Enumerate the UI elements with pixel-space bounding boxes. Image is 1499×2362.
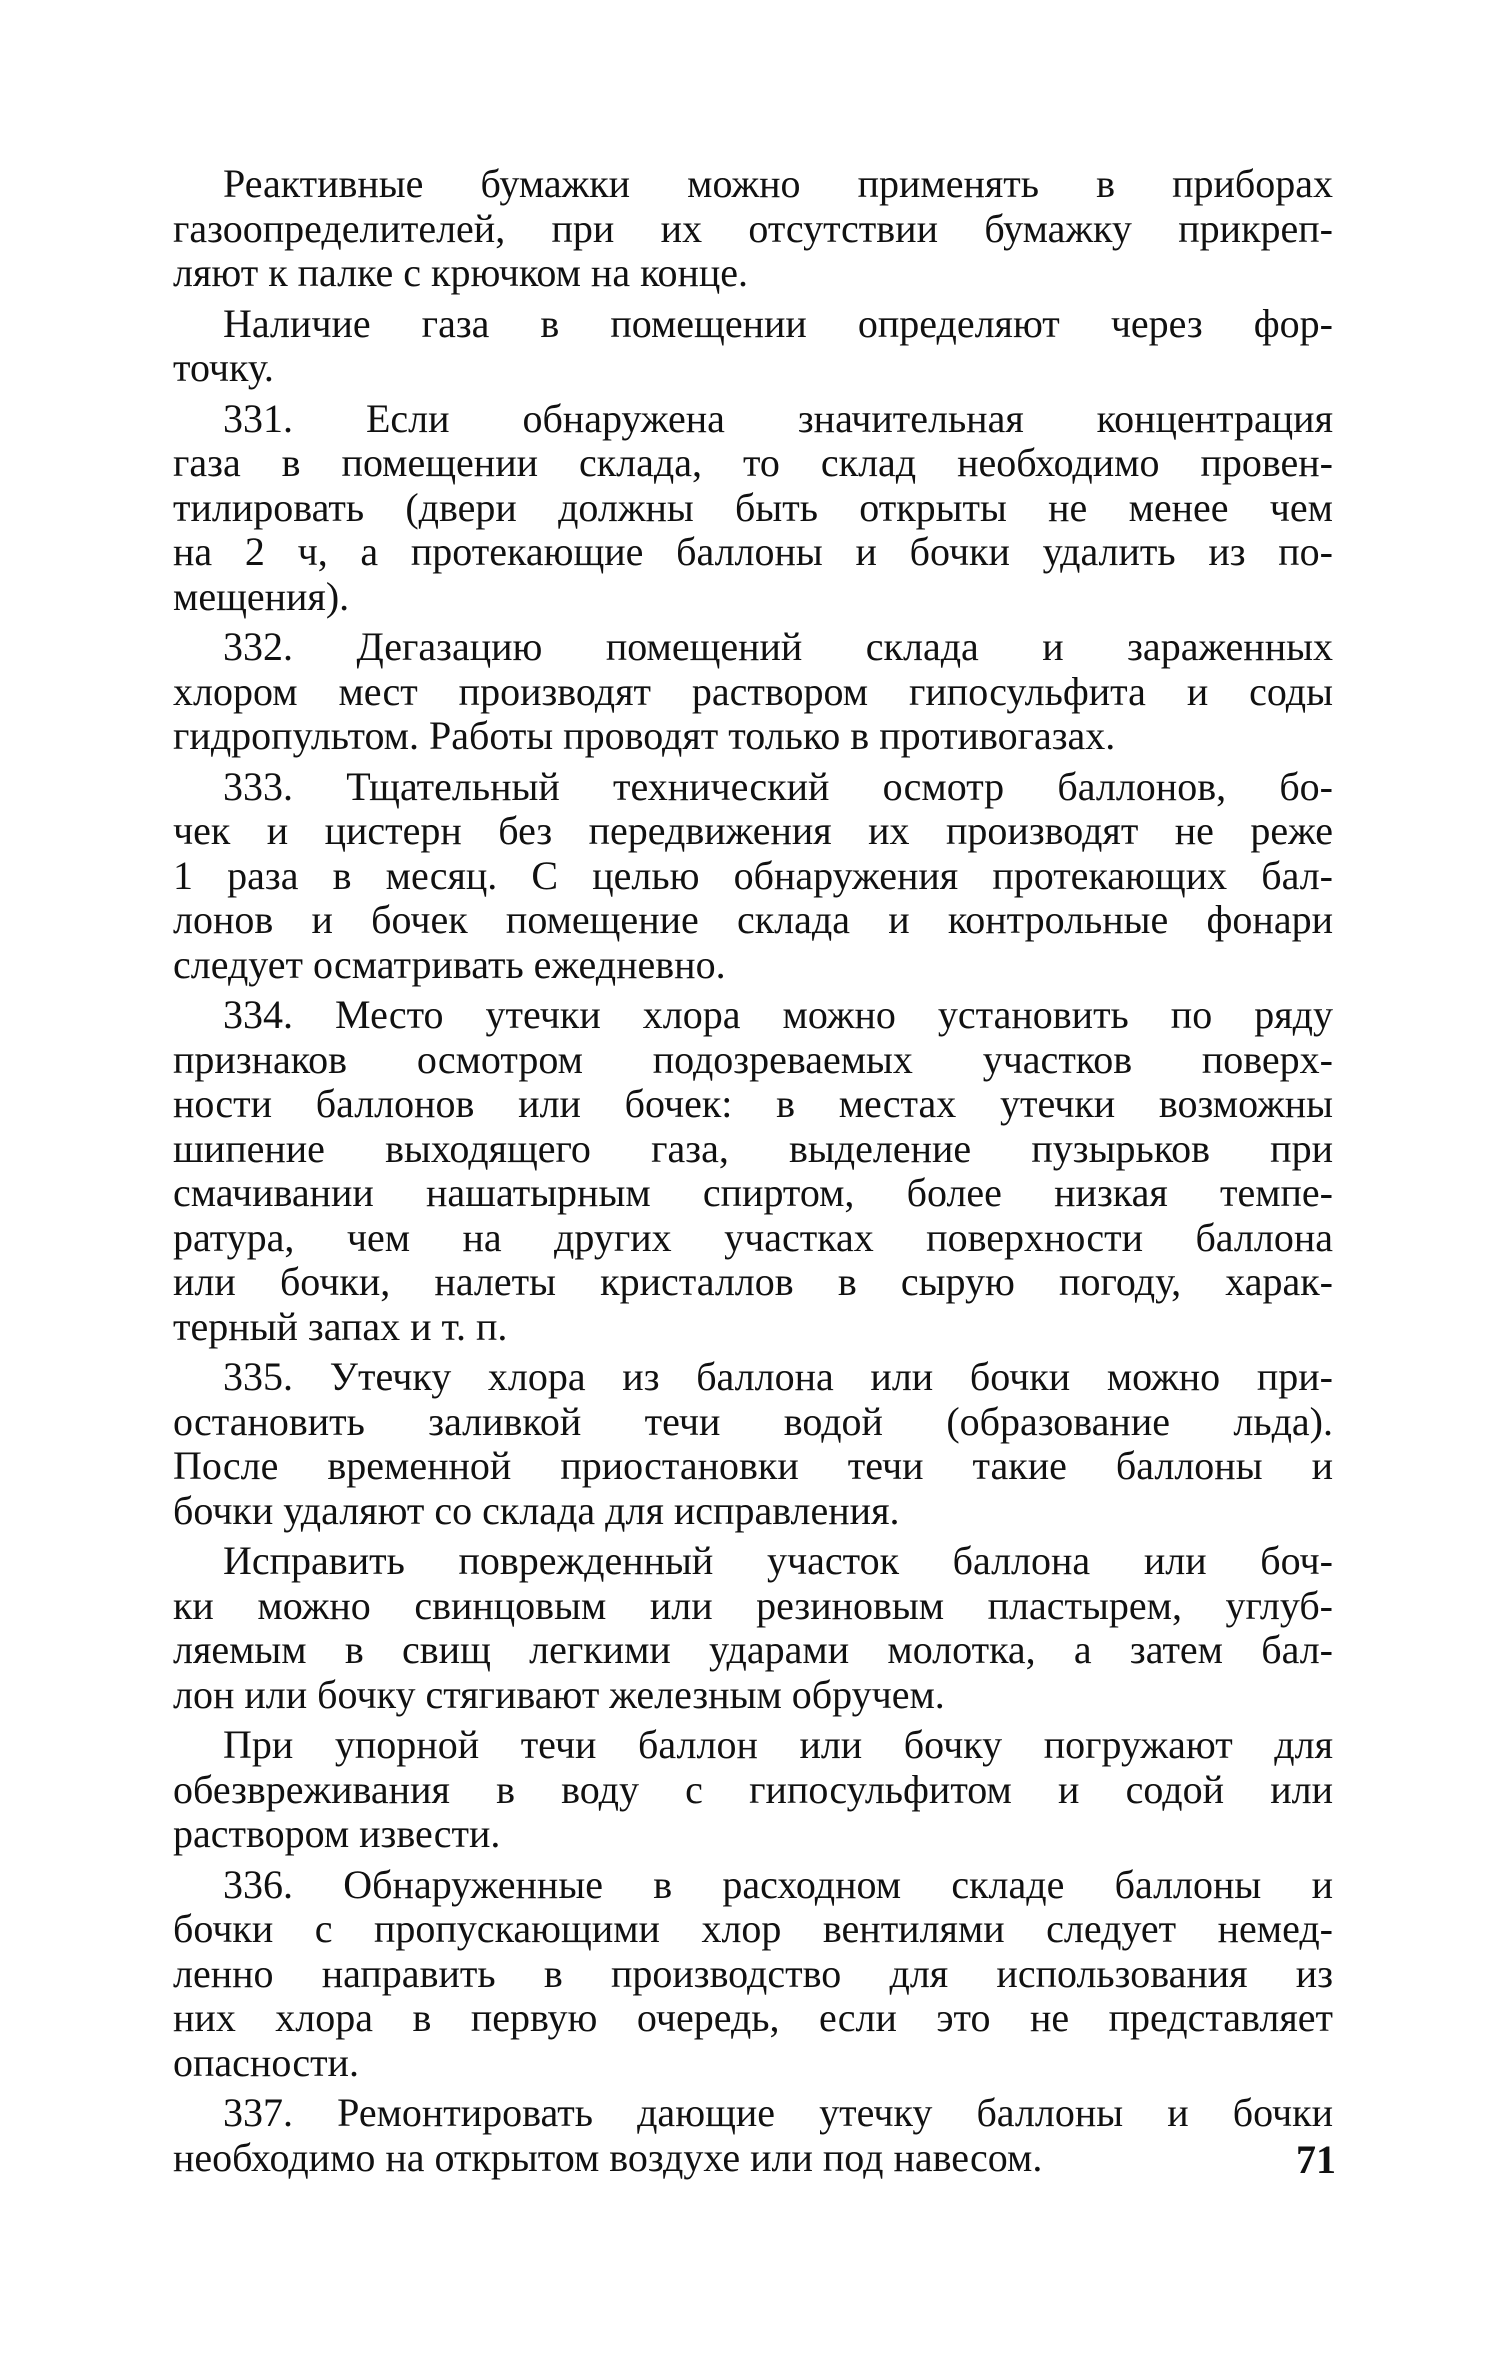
text-line: них хлора в первую очередь, если это не представляет	[173, 1996, 1333, 2040]
paragraph-list	[173, 162, 1333, 2180]
text-line: точку.	[173, 346, 274, 390]
text-line: раствором извести.	[173, 1812, 501, 1856]
text-line: гидропультом. Работы проводят только в противогазах.	[173, 714, 1116, 758]
text-line: 337. Ремонтировать дающие утечку баллоны и бочки	[223, 2091, 1333, 2135]
paragraph	[173, 1539, 1333, 1717]
paragraph	[173, 302, 1333, 391]
paragraph	[173, 993, 1333, 1349]
text-line: ности баллонов или бочек: в местах утечки возможны	[173, 1082, 1333, 1126]
text-line: следует осматривать ежедневно.	[173, 942, 726, 987]
text-line: обезвреживания в воду с гипосульфитом и содой или	[173, 1767, 1333, 1812]
text-line: 336. Обнаруженные в расходном складе баллоны и	[223, 1862, 1333, 1907]
text-line: 332. Дегазацию помещений склада и зараженных	[223, 625, 1333, 669]
paragraph	[173, 1355, 1333, 1533]
paragraph	[173, 1723, 1333, 1857]
paragraph	[173, 1863, 1333, 2086]
text-line: бочки удаляют со склада для исправления.	[173, 1488, 900, 1533]
text-line: Исправить поврежденный участок баллона или боч-	[223, 1539, 1333, 1583]
text-line: После временной приостановки течи такие баллоны и	[173, 1444, 1333, 1488]
paragraph	[173, 162, 1333, 296]
paragraph	[173, 2091, 1333, 2180]
text-line: смачивании нашатырным спиртом, более низкая темпе-	[173, 1171, 1333, 1215]
text-line: При упорной течи баллон или бочку погружают для	[223, 1723, 1333, 1767]
text-line: хлором мест производят раствором гипосульфита и соды	[173, 669, 1333, 714]
text-line: ляемым в свищ легкими ударами молотка, а затем бал-	[173, 1628, 1333, 1672]
text-line: лон или бочку стягивают железным обручем.	[173, 1672, 945, 1717]
text-line: чек и цистерн без передвижения их производят не реже	[173, 809, 1333, 853]
text-line: газоопределителей, при их отсутствии бумажку прикреп-	[173, 206, 1333, 251]
text-line: бочки с пропускающими хлор вентилями следует немед-	[173, 1907, 1333, 1951]
text-line: Наличие газа в помещении определяют через фор-	[223, 301, 1333, 346]
text-line: ратура, чем на других участках поверхности баллона	[173, 1215, 1333, 1260]
text-line: 335. Утечку хлора из баллона или бочки можно при-	[223, 1355, 1333, 1399]
text-line: терный запах и т. п.	[173, 1304, 508, 1349]
text-line: 333. Тщательный технический осмотр баллонов, бо-	[223, 764, 1333, 809]
page-number: 71	[1296, 2137, 1336, 2182]
text-line: или бочки, налеты кристаллов в сырую погоду, харак-	[173, 1260, 1333, 1304]
text-line: тилировать (двери должны быть открыты не менее чем	[173, 485, 1333, 530]
text-line: ленно направить в производство для использования из	[173, 1951, 1333, 1996]
paragraph	[173, 397, 1333, 620]
text-line: Реактивные бумажки можно применять в приборах	[223, 162, 1333, 206]
text-line: опасности.	[173, 2040, 359, 2085]
text-line: необходимо на открытом воздухе или под навесом.	[173, 2135, 1043, 2180]
paragraph	[173, 765, 1333, 988]
text-line: 334. Место утечки хлора можно установить по ряду	[223, 993, 1333, 1037]
paragraph	[173, 625, 1333, 759]
text-line: остановить заливкой течи водой (образование льда).	[173, 1399, 1333, 1444]
text-line: мещения).	[173, 574, 350, 619]
text-line: ляют к палке с крючком на конце.	[173, 251, 749, 295]
text-line: на 2 ч, а протекающие баллоны и бочки удалить из по-	[173, 530, 1333, 574]
text-line: 1 раза в месяц. С целью обнаружения протекающих бал-	[173, 853, 1333, 898]
text-line: лонов и бочек помещение склада и контрольные фонари	[173, 898, 1333, 942]
text-line: признаков осмотром подозреваемых участков поверх-	[173, 1037, 1333, 1082]
text-line: ки можно свинцовым или резиновым пластырем, углуб-	[173, 1583, 1333, 1628]
page-body	[173, 162, 1333, 2186]
text-line: шипение выходящего газа, выделение пузырьков при	[173, 1126, 1333, 1171]
text-line: газа в помещении склада, то склад необходимо провен-	[173, 441, 1333, 485]
text-line: 331. Если обнаружена значительная концентрация	[223, 396, 1333, 441]
